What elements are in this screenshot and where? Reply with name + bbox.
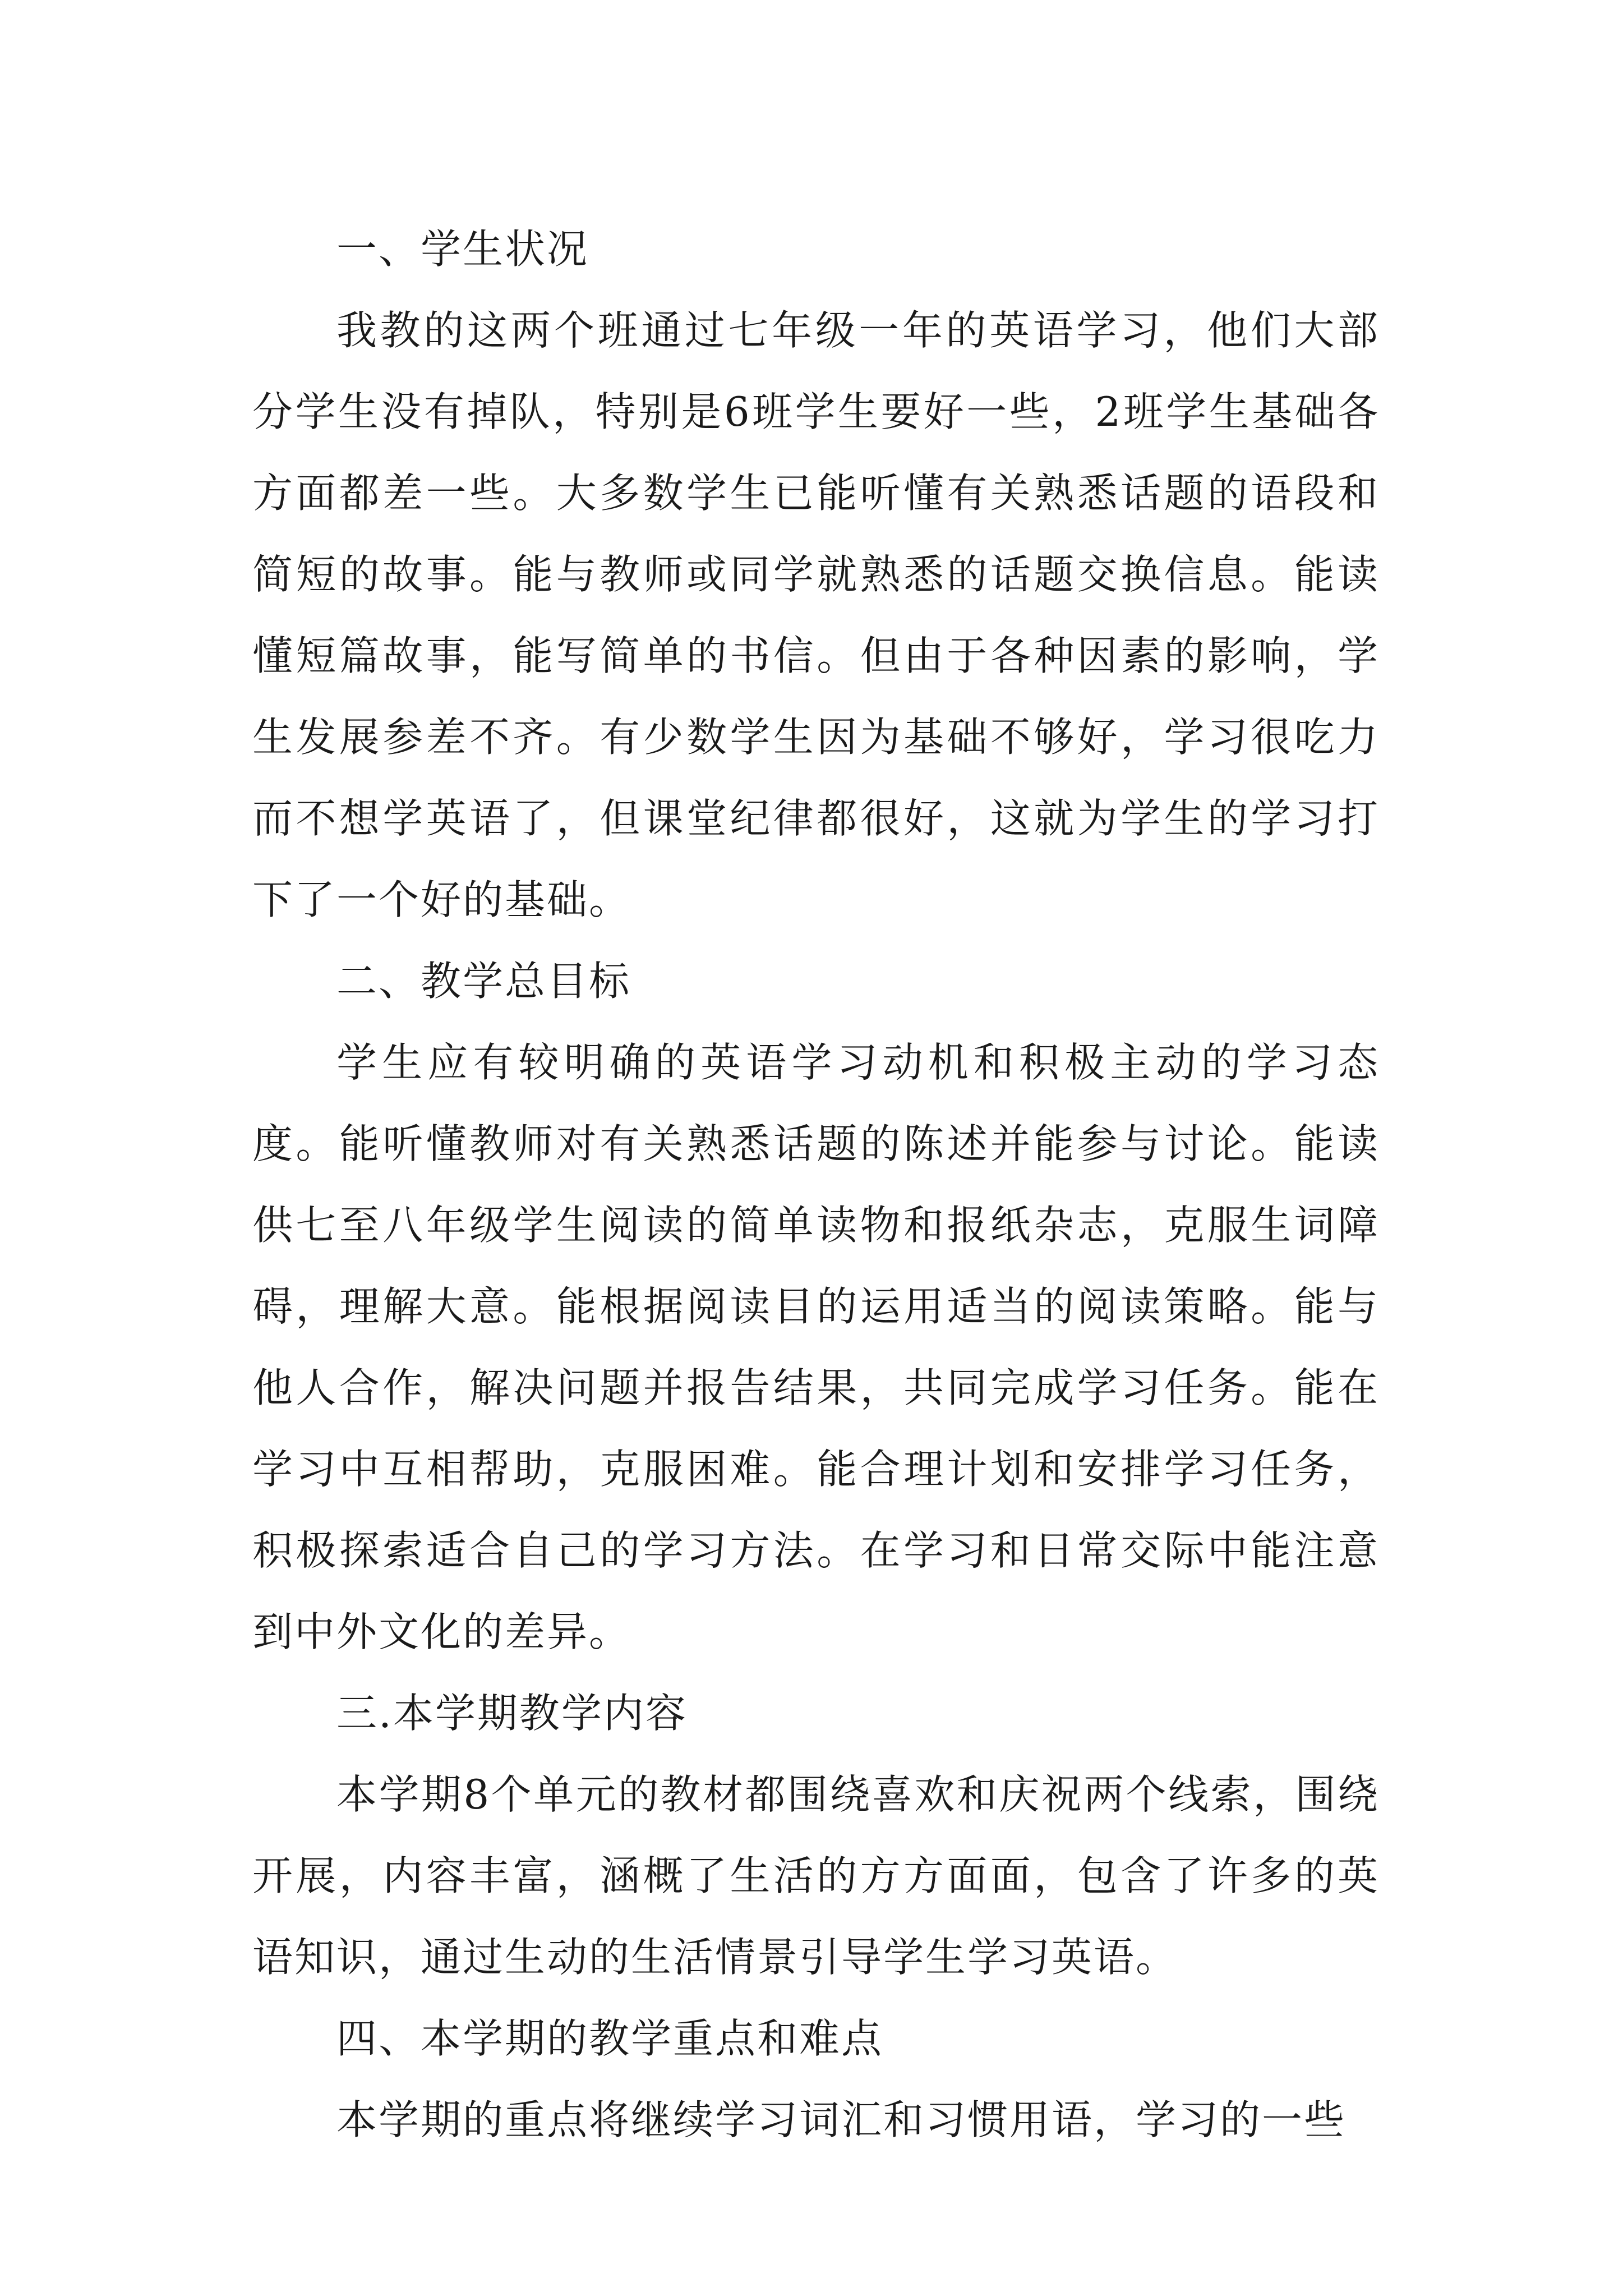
section-heading-1: 一、学生状况 xyxy=(336,226,589,273)
section-heading-2: 二、教学总目标 xyxy=(336,958,631,1005)
section-paragraph-4: 本学期的重点将继续学习词汇和习惯用语，学习的一些 xyxy=(336,2096,1347,2143)
section-heading-3: 三.本学期教学内容 xyxy=(336,1690,688,1737)
section-heading-4: 四、本学期的教学重点和难点 xyxy=(336,2015,884,2062)
section-paragraph-1: 我教的这两个班通过七年级一年的英语学习，他们大部分学生没有掉队，特别是6班学生要好一些，2班学生基础各方面都差一些。大多数学生已能听懂有关熟悉话题的语段和简短的故事。能与教师或同学就熟悉的话题交换信息。能读懂短篇故事，能写简单的书信。但由于各种因素的影响，学生发展参差不齐。有少数学生因为基础不够好，学习很吃力而不想学英语了，但课堂纪律都很好，这就为学生的学习打下了一个好的基础。 xyxy=(252,307,1380,923)
section-paragraph-2: 学生应有较明确的英语学习动机和积极主动的学习态度。能听懂教师对有关熟悉话题的陈述并能参与讨论。能读供七至八年级学生阅读的简单读物和报纸杂志，克服生词障碍，理解大意。能根据阅读目的运用适当的阅读策略。能与他人合作，解决问题并报告结果，共同完成学习任务。能在学习中互相帮助，克服困难。能合理计划和安排学习任务，积极探索适合自己的学习方法。在学习和日常交际中能注意到中外文化的差异。 xyxy=(252,1039,1380,1655)
document-body xyxy=(252,209,1380,2161)
section-paragraph-3: 本学期8个单元的教材都围绕喜欢和庆祝两个线索，围绕开展，内容丰富，涵概了生活的方方面面，包含了许多的英语知识，通过生动的生活情景引导学生学习英语。 xyxy=(252,1771,1380,1981)
